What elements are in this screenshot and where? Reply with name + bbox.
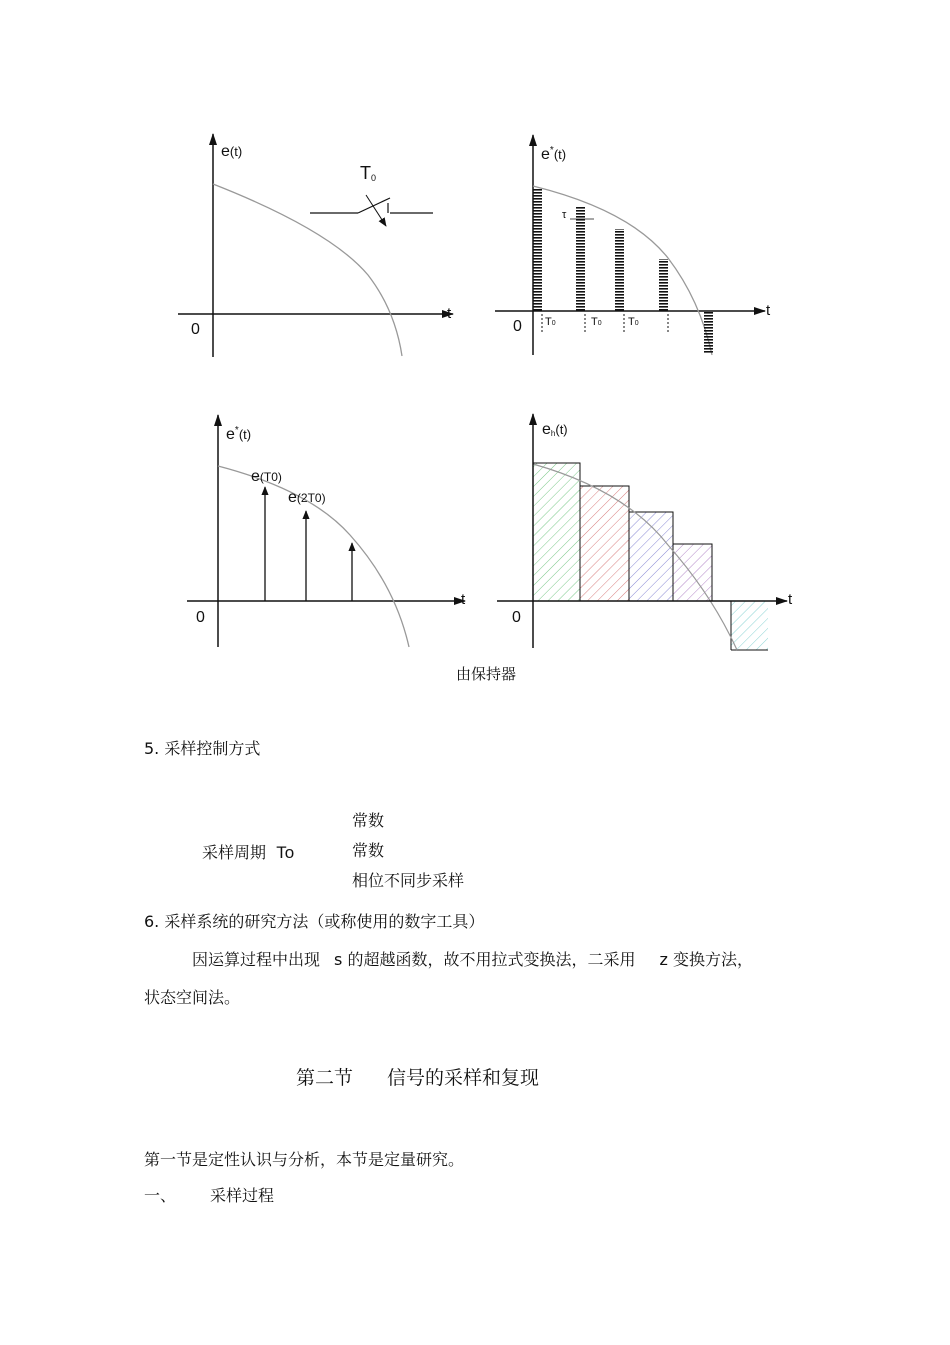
axis-label-e-star: $e^*_{(t)}$ (541, 145, 567, 163)
period-label: T0 (545, 316, 556, 328)
t-label: t (766, 302, 771, 319)
origin-label: 0 (512, 609, 521, 626)
period-label: T0 (628, 316, 639, 328)
impulse-label-2T0: e(2T0) (288, 489, 326, 506)
hold-step (629, 512, 673, 601)
origin-label: 0 (191, 321, 200, 338)
option-constant-2: 常数 (352, 841, 385, 860)
sample-pulse (615, 229, 624, 311)
intro-paragraph: 第一节是定性认识与分析，本节是定量研究。 (144, 1150, 465, 1169)
panel-continuous-signal (178, 134, 453, 357)
option-async: 相位不同步采样 (352, 871, 465, 890)
sample-pulse (704, 311, 713, 353)
panel-impulse-sampled (187, 415, 466, 647)
sample-pulse (576, 207, 585, 311)
axis-label-e: e(t) (221, 143, 243, 160)
figure-caption: 由保持器 (456, 665, 517, 683)
axis-label-eh: eh(t) (542, 421, 568, 438)
origin-label: 0 (196, 609, 205, 626)
t-label: t (461, 591, 466, 608)
sampling-period-label: 采样周期 To (202, 843, 295, 862)
t-label: t (788, 591, 793, 608)
panel-zero-order-hold (497, 414, 793, 650)
panel-pulse-sampled (495, 135, 771, 355)
option-constant-1: 常数 (352, 811, 385, 830)
pulse-width-label: τ (562, 209, 567, 221)
impulse-label-T0: e(T0) (251, 468, 282, 485)
hold-step-negative (731, 601, 768, 650)
signal-curve (213, 184, 402, 356)
section-6-line1: 因运算过程中出现 s 的超越函数，故不用拉式变换法，二采用 z 变换方法， (192, 950, 753, 969)
subsection-heading: 一、 采样过程 (144, 1186, 275, 1205)
sample-pulse (659, 259, 668, 311)
hold-step (673, 544, 712, 601)
hold-step (533, 463, 580, 601)
section-6-line2: 状态空间法。 (144, 988, 241, 1007)
switch-period-label: T0 (360, 163, 377, 183)
t-label: t (447, 305, 452, 322)
section-6-heading: 6. 采样系统的研究方法（或称使用的数字工具） (144, 912, 485, 931)
chapter-heading: 第二节 信号的采样和复现 (296, 1067, 540, 1089)
sampling-switch (310, 163, 433, 226)
origin-label: 0 (513, 318, 522, 335)
axis-label-e-star: $e^*_{(t)}$ (226, 425, 252, 443)
period-label: T0 (591, 316, 602, 328)
sample-pulse (533, 188, 542, 311)
section-5-heading: 5. 采样控制方式 (144, 739, 261, 758)
